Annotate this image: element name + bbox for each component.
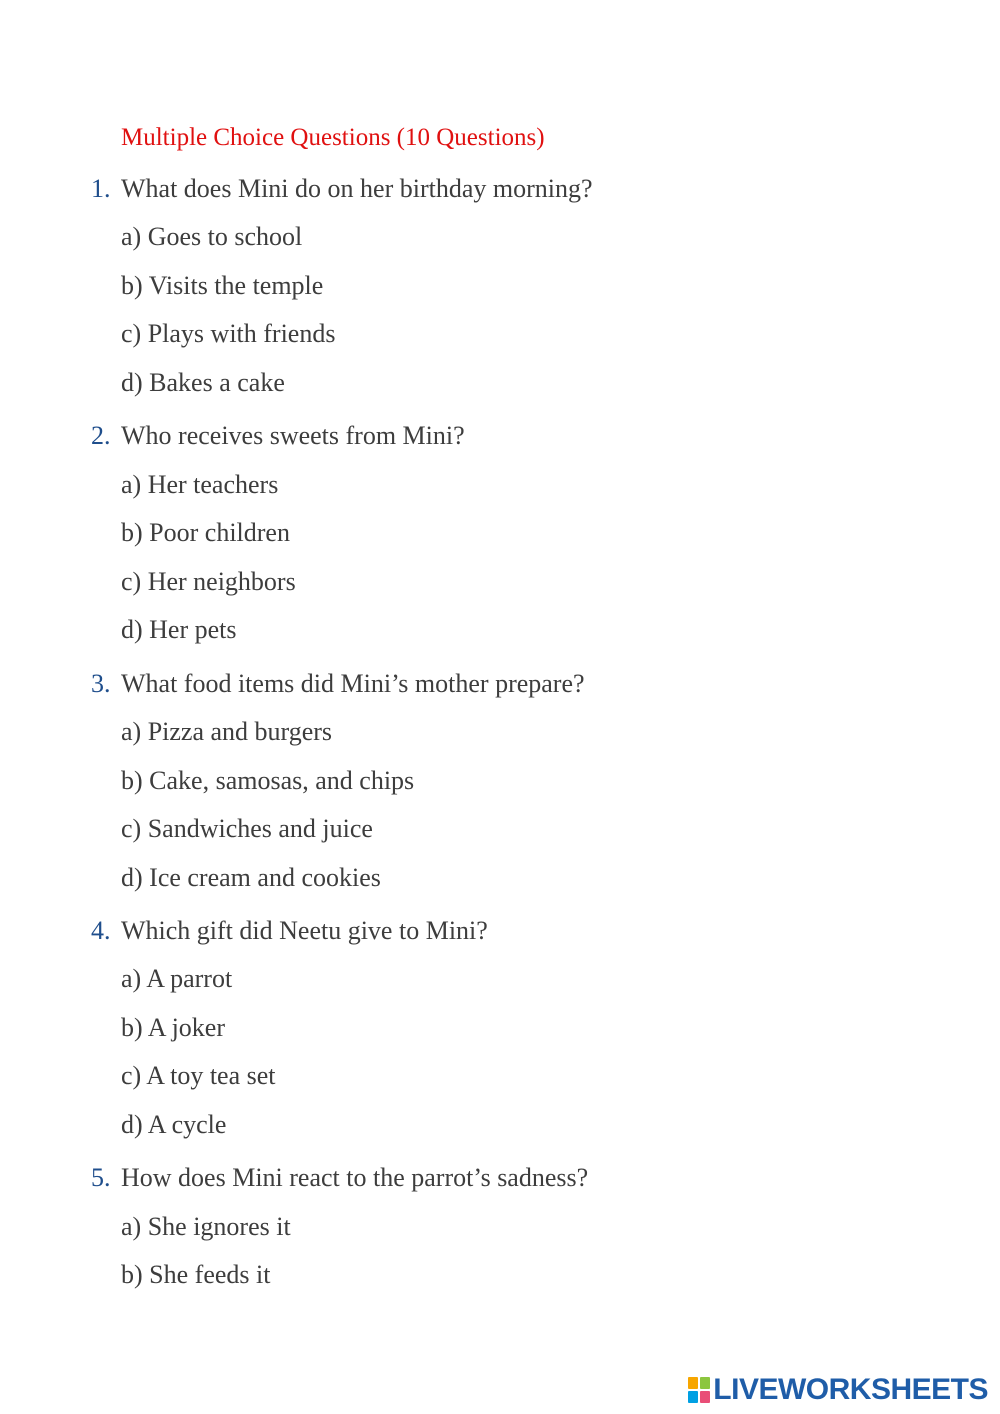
question-text: Who receives sweets from Mini? [121, 421, 465, 450]
question-number: 2. [91, 421, 111, 450]
question-5 [91, 1163, 588, 1193]
section-heading: Multiple Choice Questions (10 Questions) [121, 124, 545, 151]
option-4b: b) A joker [121, 1013, 225, 1042]
option-4a: a) A parrot [121, 964, 233, 993]
question-text: What does Mini do on her birthday morning? [121, 174, 593, 203]
liveworksheets-logo[interactable] [688, 1374, 988, 1406]
question-text: How does Mini react to the parrot’s sadness? [121, 1163, 589, 1192]
option-1c: c) Plays with friends [121, 319, 336, 348]
option-4c: c) A toy tea set [121, 1061, 276, 1090]
question-1 [91, 174, 593, 204]
option-3d: d) Ice cream and cookies [121, 863, 381, 892]
option-2b: b) Poor children [121, 518, 290, 547]
option-2a: a) Her teachers [121, 470, 279, 499]
option-5b: b) She feeds it [121, 1260, 271, 1289]
option-1b: b) Visits the temple [121, 271, 324, 300]
question-3 [91, 669, 585, 699]
question-number: 4. [91, 916, 111, 945]
option-3c: c) Sandwiches and juice [121, 814, 373, 843]
liveworksheets-logo-icon [688, 1377, 710, 1403]
option-1a: a) Goes to school [121, 222, 303, 251]
question-number: 5. [91, 1163, 111, 1192]
option-2c: c) Her neighbors [121, 567, 296, 596]
question-text: What food items did Mini’s mother prepare? [121, 669, 585, 698]
question-text: Which gift did Neetu give to Mini? [121, 916, 488, 945]
question-4 [91, 916, 488, 946]
option-1d: d) Bakes a cake [121, 368, 285, 397]
logo-text: LIVEWORKSHEETS [713, 1373, 988, 1406]
question-number: 1. [91, 174, 111, 203]
question-2 [91, 421, 465, 451]
option-4d: d) A cycle [121, 1110, 227, 1139]
option-3a: a) Pizza and burgers [121, 717, 333, 746]
option-5a: a) She ignores it [121, 1212, 291, 1241]
option-2d: d) Her pets [121, 615, 237, 644]
question-number: 3. [91, 669, 111, 698]
option-3b: b) Cake, samosas, and chips [121, 766, 415, 795]
